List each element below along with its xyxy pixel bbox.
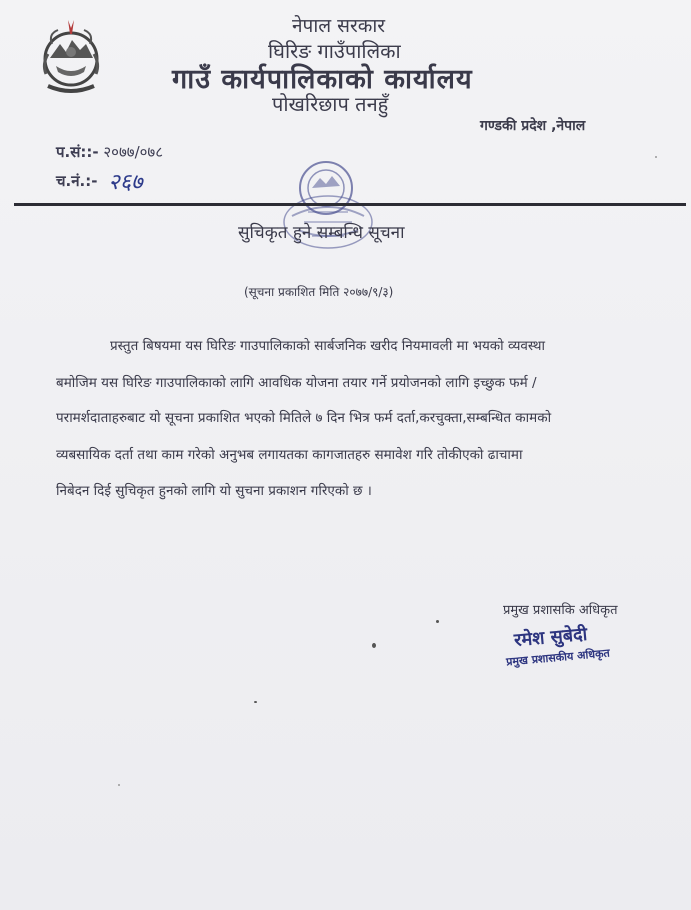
cn-value-handwritten: २६७ [108,170,143,195]
ps-value: २०७७/०७८ [103,143,164,161]
signatory-title: प्रमुख प्रशासकि अधिकृत [503,603,618,618]
body-line-4: व्यबसायिक दर्ता तथा काम गरेको अनुभब लगायतका कागजातहरु समावेश गरि तोकीएको ढाचामा [56,447,523,463]
signature-stamp-role: प्रमुख प्रशासकीय अधिकृत [505,646,611,669]
header-government: नेपाल सरकार [292,15,386,37]
signature-stamp-name: रमेश सुबेदी [513,623,589,652]
scan-speck [655,156,657,158]
reference-cn [56,163,143,193]
body-line-1: प्रस्तुत बिषयमा यस घिरिङ गाउपालिकाको सार्बजनिक खरीद नियमावली मा भयको व्यवस्था [110,338,546,354]
cn-label: च.नं.:- [56,172,98,190]
notice-title: सुचिकृत हुने सम्बन्धि सूचना [238,223,405,243]
published-date: (सूचना प्रकाशित मिति २०७७/९/३) [244,285,394,299]
ps-label: प.सं::- [56,143,99,161]
header-municipality: घिरिङ गाउँपालिका [268,39,401,63]
body-line-3: परामर्शदाताहरुबाट यो सूचना प्रकाशित भएको मितिले ७ दिन भित्र फर्म दर्ता,करचुक्ता,सम्बन्धित कामको [56,410,552,426]
nepal-government-emblem-icon [38,14,104,98]
header-province: गण्डकी प्रदेश ,नेपाल [480,118,586,134]
reference-ps [56,142,163,162]
scan-speck [372,643,376,648]
scan-speck [436,620,439,623]
header-divider [14,203,686,206]
body-line-2: बमोजिम यस घिरिङ गाउपालिकाको लागि आवधिक योजना तयार गर्ने प्रयोजनको लागि इच्छुक फर्म / [56,375,537,391]
header-place: पोखरिछाप तनहुँ [272,92,389,116]
scan-speck [254,701,257,703]
office-stamp-icon [268,150,388,262]
scan-speck [118,784,120,786]
body-line-5: निबेदन दिई सुचिकृत हुनको लागि यो सुचना प्रकाशन गरिएको छ । [56,483,372,499]
header-office: गाउँ कार्यपालिकाको कार्यालय [172,64,473,95]
